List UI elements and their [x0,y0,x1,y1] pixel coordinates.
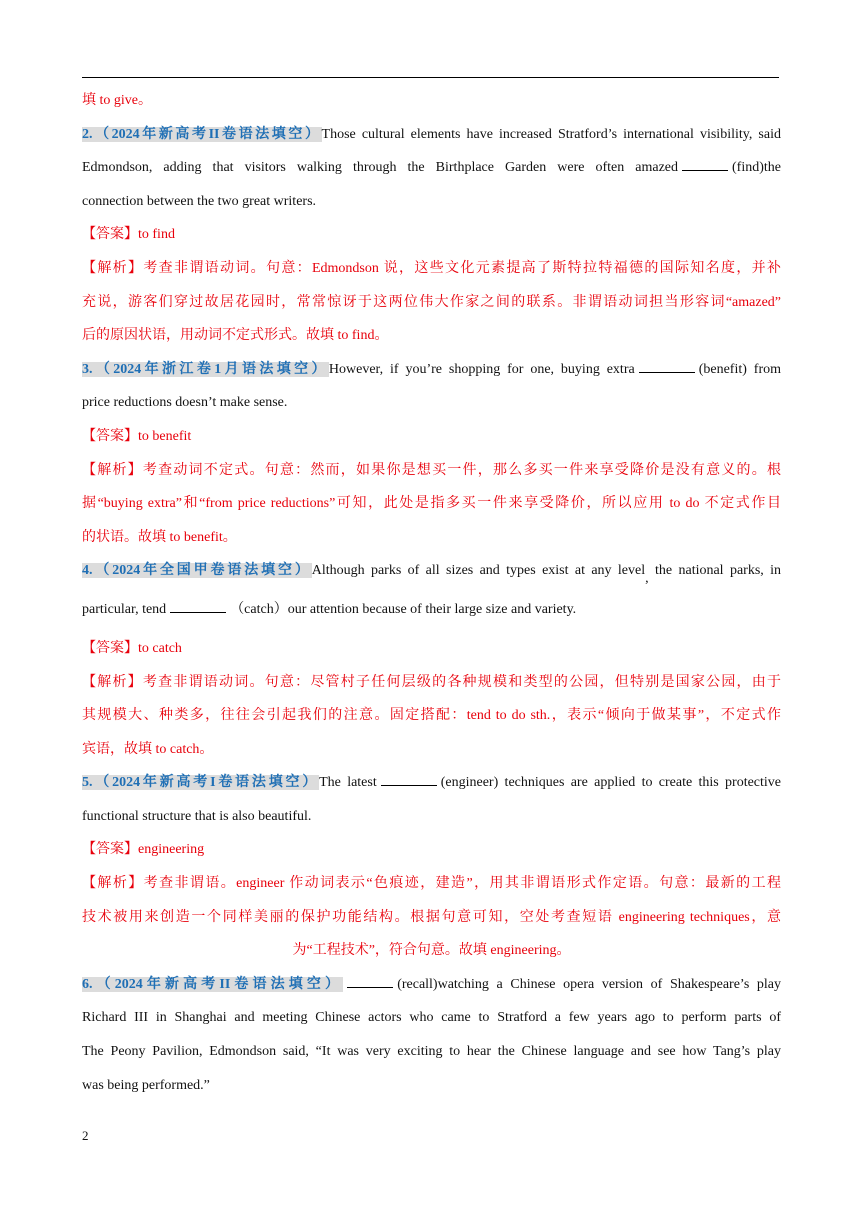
question-3-explanation-2: 据“buying extra”和“from price reductions”可知，此处是指多买一件来享受降价，所以应用 to do 不定式作目 [82,496,781,512]
question-6-line-2: Richard III in Shanghai and meeting Chinese actors who came to Stratford a few years ago to perform parts of [82,1010,781,1026]
question-3-line-1: 3.（2024年浙江卷1月语法填空）However, if you’re shopping for one, buying extra (benefit) from [82,361,781,377]
question-2-explanation-3: 后的原因状语，用动词不定式形式。故填 to find。 [82,328,389,344]
question-2-explanation-1: 【解析】考查非谓语动词。句意：Edmondson 说，这些文化元素提高了斯特拉特福德的国际知名度，并补 [82,260,781,276]
answer-blank [170,600,226,613]
page-content [82,84,781,1102]
question-4-explanation-3: 宾语，故填 to catch。 [82,741,214,757]
question-5-tag: 5.（2024年新高考I卷语法填空） [82,775,320,791]
question-4-line-1: 4.（2024年全国甲卷语法填空）Although parks of all sizes and types exist at any level, the national parks, in [82,563,782,587]
header-rule [82,77,779,78]
question-6-line-3: The Peony Pavilion, Edmondson said, “It was very exciting to hear the Chinese language and see how Tang’s play [82,1044,781,1060]
page-number: 2 [82,1128,89,1143]
question-2-line-1: 2.（2024年新高考II卷语法填空）Those cultural elements have increased Stratford’s international visibility, said [82,126,781,142]
question-3-tag: 3.（2024年浙江卷1月语法填空） [82,361,329,377]
intro-line: 填 to give。 [82,93,152,108]
question-5-line-2: functional structure that is also beautiful. [82,808,312,824]
question-5-explanation-2: 技术被用来创造一个同样美丽的保护功能结构。根据句意可知，空处考查短语 engineering techniques，意 [82,909,781,925]
question-4-answer: 【答案】to catch [82,640,182,656]
question-4-explanation-1: 【解析】考查非谓语动词。句意：尽管村子任何层级的各种规模和类型的公园，但特别是国家公园，由于 [82,674,781,690]
answer-blank [347,975,393,988]
question-4-line-2: particular, tend （catch）our attention because of their large size and variety. [82,601,577,617]
question-2-line-2: Edmondson, adding that visitors walking through the Birthplace Garden were often amazed (find)the [82,160,781,176]
question-5-answer: 【答案】engineering [82,842,205,858]
question-2-answer: 【答案】to find [82,227,175,243]
question-5-line-1: 5.（2024年新高考I卷语法填空）The latest (engineer) techniques are applied to create this protective [82,775,781,791]
question-6-line-1: 6.（2024年新高考II卷语法填空） (recall)watching a Chinese opera version of Shakespeare’s play [82,976,781,992]
question-6-line-4: was being performed.” [82,1077,210,1093]
answer-blank [682,158,728,171]
answer-blank [639,360,695,373]
question-3-line-2: price reductions doesn’t make sense. [82,395,288,411]
question-2-tag: 2.（2024年新高考II卷语法填空） [82,126,322,142]
question-4-tag: 4.（2024年全国甲卷语法填空） [82,563,312,579]
question-3-explanation-3: 的状语。故填 to benefit。 [82,529,237,545]
question-2-line-3: connection between the two great writers. [82,193,317,209]
question-3-explanation-1: 【解析】考查动词不定式。句意：然而，如果你是想买一件，那么多买一件来享受降价是没有意义的。根 [82,462,781,478]
question-2-explanation-2: 充说，游客们穿过故居花园时，常常惊讶于这两位伟大作家之间的联系。非谓语动词担当形容词“amazed” [82,294,781,310]
question-5-explanation-3: 为“工程技术”，符合句意。故填 engineering。 [292,943,571,959]
question-4-explanation-2: 其规模大、种类多，往往会引起我们的注意。固定搭配：tend to do sth.，表示“倾向于做某事”，不定式作 [82,708,781,724]
question-5-explanation-1: 【解析】考查非谓语。engineer 作动词表示“色痕迹，建造”，用其非谓语形式作定语。句意：最新的工程 [82,876,781,892]
question-3-answer: 【答案】to benefit [82,428,192,444]
question-6-tag: 6.（2024年新高考II卷语法填空） [82,976,344,992]
answer-blank [381,773,437,786]
